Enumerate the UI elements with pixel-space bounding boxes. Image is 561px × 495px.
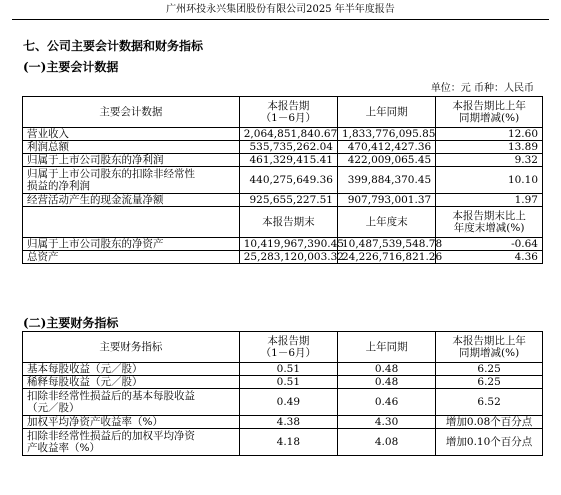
value-cell: 10.10 (436, 167, 543, 194)
header-cell: 本报告期比上年 同期增减(%) (436, 332, 543, 363)
value-cell: 2,064,851,840.67 (239, 128, 337, 141)
row-label: 经营活动产生的现金流量净额 (23, 194, 240, 207)
value-cell: 399,884,370.45 (337, 167, 435, 194)
value-cell: 0.49 (239, 389, 337, 416)
header-cell: 本报告期末 (239, 207, 337, 238)
accounting-data-table (22, 96, 543, 264)
value-cell: 25,283,120,003.32 (239, 251, 337, 264)
table-row (23, 416, 543, 429)
table-row (23, 376, 543, 389)
table-header-row (23, 332, 543, 363)
value-cell: 10,487,539,548.78 (337, 238, 435, 251)
header-cell: 主要会计数据 (23, 97, 240, 128)
header-cell: 本报告期末比上 年度末增减(%) (436, 207, 543, 238)
row-label: 利润总额 (23, 141, 240, 154)
value-cell: 4.30 (337, 416, 435, 429)
value-cell: 0.51 (239, 376, 337, 389)
value-cell: 1,833,776,095.85 (337, 128, 435, 141)
value-cell: 6.52 (436, 389, 543, 416)
row-label: 加权平均净资产收益率（%） (23, 416, 240, 429)
value-cell: 461,329,415.41 (239, 154, 337, 167)
value-cell: 1.97 (436, 194, 543, 207)
header-cell: 本报告期 （1－6月） (239, 332, 337, 363)
value-cell: 925,655,227.51 (239, 194, 337, 207)
value-cell: 4.36 (436, 251, 543, 264)
row-label: 归属于上市公司股东的净资产 (23, 238, 240, 251)
row-label: 扣除非经常性损益后的加权平均净资 产收益率（%） (23, 429, 240, 456)
header-cell (23, 207, 240, 238)
header-cell: 本报告期 （1－6月） (239, 97, 337, 128)
financial-indicators-table (22, 331, 543, 456)
value-cell: 535,735,262.04 (239, 141, 337, 154)
table-row (23, 389, 543, 416)
value-cell: 10,419,967,390.45 (239, 238, 337, 251)
table-header-row (23, 97, 543, 128)
value-cell: 440,275,649.36 (239, 167, 337, 194)
table-row (23, 194, 543, 207)
value-cell: 4.18 (239, 429, 337, 456)
table-row (23, 128, 543, 141)
value-cell: 增加0.08个百分点 (436, 416, 543, 429)
unit-label: 单位：元 币种：人民币 (430, 83, 534, 94)
table-row (23, 154, 543, 167)
value-cell: 0.48 (337, 363, 435, 376)
value-cell: 6.25 (436, 376, 543, 389)
row-label: 总资产 (23, 251, 240, 264)
value-cell: 9.32 (436, 154, 543, 167)
value-cell: 0.48 (337, 376, 435, 389)
table-row (23, 238, 543, 251)
value-cell: 4.08 (337, 429, 435, 456)
accounting-subtitle: (一)主要会计数据 (23, 60, 119, 74)
value-cell: 0.46 (337, 389, 435, 416)
table-row (23, 141, 543, 154)
header-cell: 上年同期 (337, 332, 435, 363)
row-label: 扣除非经常性损益后的基本每股收益 （元／股） (23, 389, 240, 416)
value-cell: 6.25 (436, 363, 543, 376)
section-title: 七、公司主要会计数据和财务指标 (23, 39, 204, 53)
value-cell: 4.38 (239, 416, 337, 429)
value-cell: 422,009,065.45 (337, 154, 435, 167)
row-label: 基本每股收益（元／股） (23, 363, 240, 376)
row-label: 稀释每股收益（元／股） (23, 376, 240, 389)
table-row (23, 429, 543, 456)
value-cell: 470,412,427.36 (337, 141, 435, 154)
row-label: 归属于上市公司股东的净利润 (23, 154, 240, 167)
value-cell: 907,793,001.37 (337, 194, 435, 207)
indicators-subtitle: (二)主要财务指标 (23, 316, 119, 330)
table-row (23, 363, 543, 376)
row-label: 归属于上市公司股东的扣除非经常性 损益的净利润 (23, 167, 240, 194)
table-row (23, 251, 543, 264)
row-label: 营业收入 (23, 128, 240, 141)
value-cell: 增加0.10个百分点 (436, 429, 543, 456)
value-cell: 13.89 (436, 141, 543, 154)
value-cell: 24,226,716,821.26 (337, 251, 435, 264)
value-cell: 12.60 (436, 128, 543, 141)
value-cell: 0.51 (239, 363, 337, 376)
page-header: 广州环投永兴集团股份有限公司2025 年半年度报告 (12, 0, 549, 20)
header-cell: 本报告期比上年 同期增减(%) (436, 97, 543, 128)
header-cell: 主要财务指标 (23, 332, 240, 363)
value-cell: -0.64 (436, 238, 543, 251)
header-cell: 上年同期 (337, 97, 435, 128)
table-header-row (23, 207, 543, 238)
header-cell: 上年度末 (337, 207, 435, 238)
table-row (23, 167, 543, 194)
